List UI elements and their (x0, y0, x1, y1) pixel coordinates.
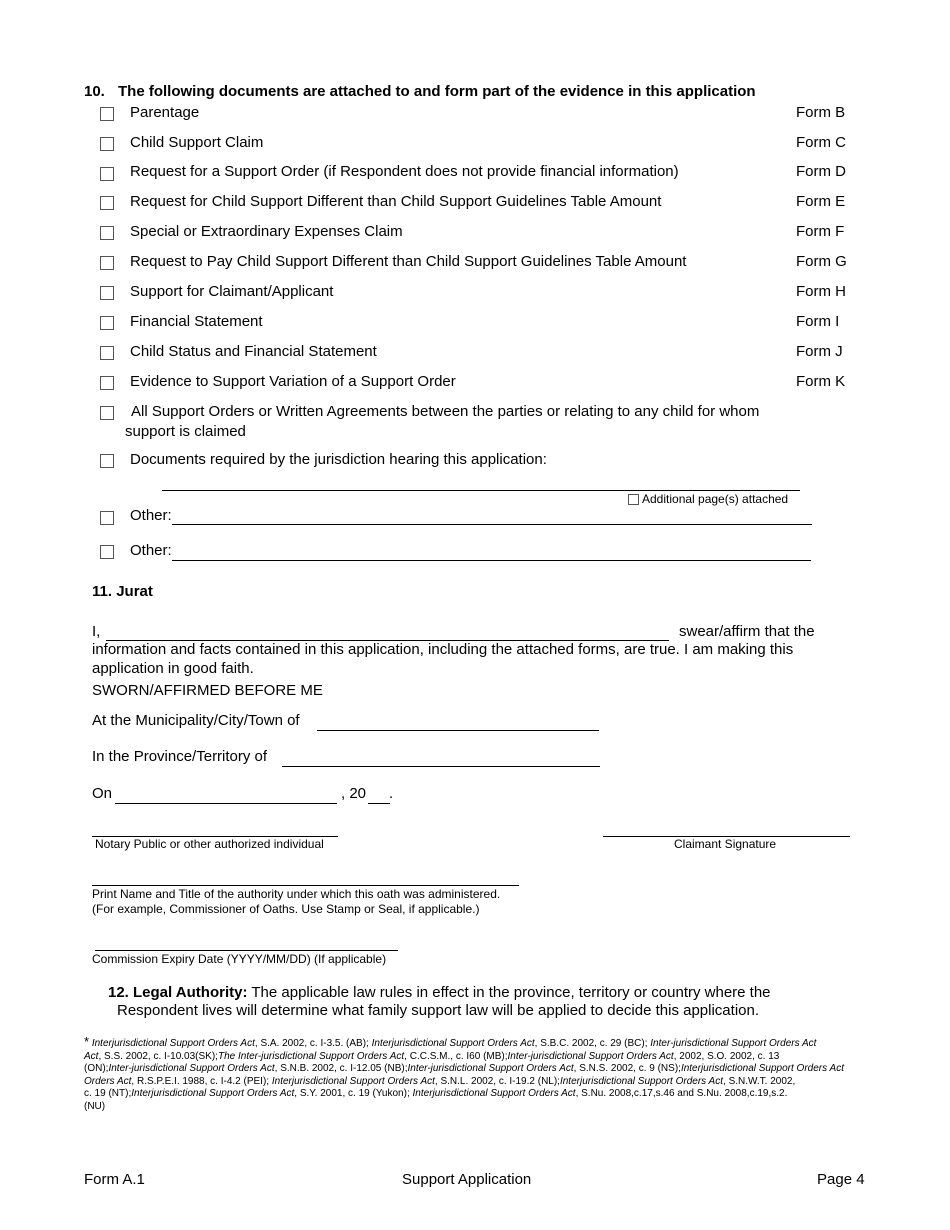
item-label-evidence-variation: Evidence to Support Variation of a Support Order (130, 373, 456, 390)
checkbox-additional-pages[interactable] (628, 494, 639, 505)
checkbox-special-expenses[interactable] (100, 226, 114, 240)
item-label-all-support-orders: All Support Orders or Written Agreements between the parties or relating to any child for whom (131, 403, 760, 420)
checkbox-request-support-order[interactable] (100, 167, 114, 181)
province-line[interactable] (282, 766, 600, 767)
footnote-on: , 2002, S.O. 2002, c. 13 (673, 1050, 780, 1062)
example-note: (For example, Commissioner of Oaths. Use Stamp or Seal, if applicable.) (92, 902, 480, 916)
item-form-g: Form G (796, 253, 847, 270)
section-12-line1 (108, 984, 771, 1001)
checkbox-other-2[interactable] (100, 545, 114, 559)
footnote-nu: , S.Nu. 2008,c.17,s.46 and S.Nu. 2008,c.19,s.2. (575, 1088, 788, 1099)
footnote-act: Inter-jurisdictional Support Orders Act (507, 1050, 674, 1062)
other-label-1: Other: (130, 507, 172, 524)
footnote-act: The Inter-jurisdictional Support Orders Act (217, 1050, 405, 1062)
checkbox-child-status[interactable] (100, 346, 114, 360)
other-line-1[interactable] (172, 524, 812, 525)
footnote-act: Interjurisdictional Support Orders Act (271, 1075, 435, 1087)
footnote-nb: , S.N.B. 2002, c. I-12.05 (NB); (274, 1063, 408, 1074)
item-form-h: Form H (796, 283, 846, 300)
jurat-swear-text: swear/affirm that the (679, 623, 815, 640)
sworn-before-me: SWORN/AFFIRMED BEFORE ME (92, 682, 323, 699)
checkbox-request-to-pay[interactable] (100, 256, 114, 270)
footnote-act: Interjurisdictional Support Orders Act (680, 1063, 844, 1074)
footnote-act: Interjurisdictional Support Orders Act (559, 1075, 724, 1087)
footnote-act: Interjurisdictional Support Orders Act (131, 1088, 295, 1099)
checkbox-other-1[interactable] (100, 511, 114, 525)
footnote-ns: , S.N.S. 2002, c. 9 (NS); (573, 1063, 681, 1074)
expiry-date-line[interactable] (95, 950, 398, 951)
jurat-i-label: I, (92, 623, 101, 640)
other-line-2[interactable] (172, 560, 811, 561)
print-name-label: Print Name and Title of the authority under which this oath was administered. (92, 887, 501, 901)
section-12-text2: Respondent lives will determine what family support law will be applied to decide this application. (117, 1002, 760, 1019)
footnote (84, 1036, 866, 1113)
item-label-support-claimant: Support for Claimant/Applicant (130, 283, 334, 300)
year-prefix: , 20 (341, 785, 367, 802)
section-10-number: 10. (84, 83, 105, 100)
section-12-text1: The applicable law rules in effect in the province, territory or country where the (251, 984, 771, 1001)
footnote-bc: , S.B.C. 2002, c. 29 (BC); (534, 1038, 651, 1049)
item-form-b: Form B (796, 104, 846, 121)
year-period: . (389, 785, 394, 802)
footnote-act: Interjurisdictional Support Orders Act (412, 1088, 576, 1099)
footer-form: Form A.1 (84, 1171, 145, 1188)
jurisdiction-documents-line[interactable] (162, 490, 800, 491)
checkbox-request-different-amount[interactable] (100, 196, 114, 210)
checkbox-child-support-claim[interactable] (100, 137, 114, 151)
print-name-line[interactable] (92, 885, 519, 886)
checkbox-jurisdiction-documents[interactable] (100, 454, 114, 468)
municipality-line[interactable] (317, 730, 599, 731)
section-12-heading: 12. Legal Authority: (108, 984, 248, 1001)
notary-label: Notary Public or other authorized individual (95, 837, 324, 851)
checkbox-parentage[interactable] (100, 107, 114, 121)
date-line[interactable] (115, 803, 337, 804)
item-form-e: Form E (796, 193, 846, 210)
footnote-mb: , C.C.S.M., c. I60 (MB); (404, 1050, 508, 1062)
year-line[interactable] (368, 803, 390, 804)
item-form-f: Form F (796, 223, 845, 240)
item-label-special-expenses: Special or Extraordinary Expenses Claim (130, 223, 403, 240)
claimant-signature-label: Claimant Signature (674, 837, 777, 851)
footnote-yk: , S.Y. 2001, c. 19 (Yukon); (294, 1088, 413, 1099)
other-label-2: Other: (130, 542, 172, 559)
item-label-request-different-amount: Request for Child Support Different than Child Support Guidelines Table Amount (130, 193, 662, 210)
footnote-nt: c. 19 (NT); (84, 1088, 132, 1099)
jurat-text-line2: information and facts contained in this application, including the attached forms, are true. I am making this (92, 641, 794, 658)
footnote-on: (ON); (84, 1063, 109, 1074)
footnote-act: Act (84, 1050, 99, 1062)
footnote-sk: , S.S. 2002, c. I-10.03(SK); (98, 1050, 218, 1062)
item-form-i: Form I (796, 313, 840, 330)
footnote-ab: , S.A. 2002, c. I-3.5. (AB); (254, 1038, 372, 1049)
item-label-request-to-pay: Request to Pay Child Support Different than Child Support Guidelines Table Amount (130, 253, 687, 270)
checkbox-support-claimant[interactable] (100, 286, 114, 300)
section-10-heading: The following documents are attached to and form part of the evidence in this application (118, 83, 756, 100)
footnote-nwt: , S.N.W.T. 2002, (723, 1075, 796, 1087)
additional-pages-label: Additional page(s) attached (642, 492, 789, 506)
item-form-c: Form C (796, 134, 846, 151)
footnote-marker: * (84, 1034, 90, 1049)
item-label-financial-statement: Financial Statement (130, 313, 263, 330)
footnote-act: Orders Act (84, 1075, 132, 1087)
checkbox-all-support-orders[interactable] (100, 406, 114, 420)
item-label-jurisdiction-documents: Documents required by the jurisdiction hearing this application: (130, 451, 547, 468)
checkbox-financial-statement[interactable] (100, 316, 114, 330)
expiry-date-label: Commission Expiry Date (YYYY/MM/DD) (If applicable) (92, 952, 387, 966)
footnote-act: Inter-jurisdictional Support Orders Act (108, 1063, 275, 1074)
item-label-child-support-claim: Child Support Claim (130, 134, 264, 151)
footnote-act: Inter-jurisdictional Support Orders Act (650, 1038, 817, 1049)
footer-title: Support Application (402, 1171, 532, 1188)
footnote-act: Interjurisdictional Support Orders Act (91, 1038, 255, 1049)
item-label-child-status: Child Status and Financial Statement (130, 343, 377, 360)
checkbox-evidence-variation[interactable] (100, 376, 114, 390)
item-label-parentage: Parentage (130, 104, 200, 121)
footnote-act: Interjurisdictional Support Orders Act (371, 1038, 535, 1049)
jurat-text-line3: application in good faith. (92, 660, 254, 677)
item-form-k: Form K (796, 373, 846, 390)
item-form-j: Form J (796, 343, 843, 360)
municipality-label: At the Municipality/City/Town of (92, 712, 300, 729)
footnote-pei: , R.S.P.E.I. 1988, c. I-4.2 (PEI); (131, 1075, 272, 1087)
item-form-d: Form D (796, 163, 846, 180)
province-label: In the Province/Territory of (92, 748, 268, 765)
section-11-heading: 11. Jurat (92, 583, 153, 600)
footnote-act: Inter-jurisdictional Support Orders Act (407, 1063, 574, 1074)
item-label-all-support-orders-cont: support is claimed (125, 423, 246, 440)
footer-page: Page 4 (817, 1171, 865, 1188)
item-label-request-support-order: Request for a Support Order (if Respondent does not provide financial information) (130, 163, 679, 180)
on-label: On (92, 785, 113, 802)
footnote-nu: (NU) (84, 1100, 106, 1112)
footnote-nl: , S.N.L. 2002, c. I-19.2 (NL); (434, 1075, 560, 1087)
